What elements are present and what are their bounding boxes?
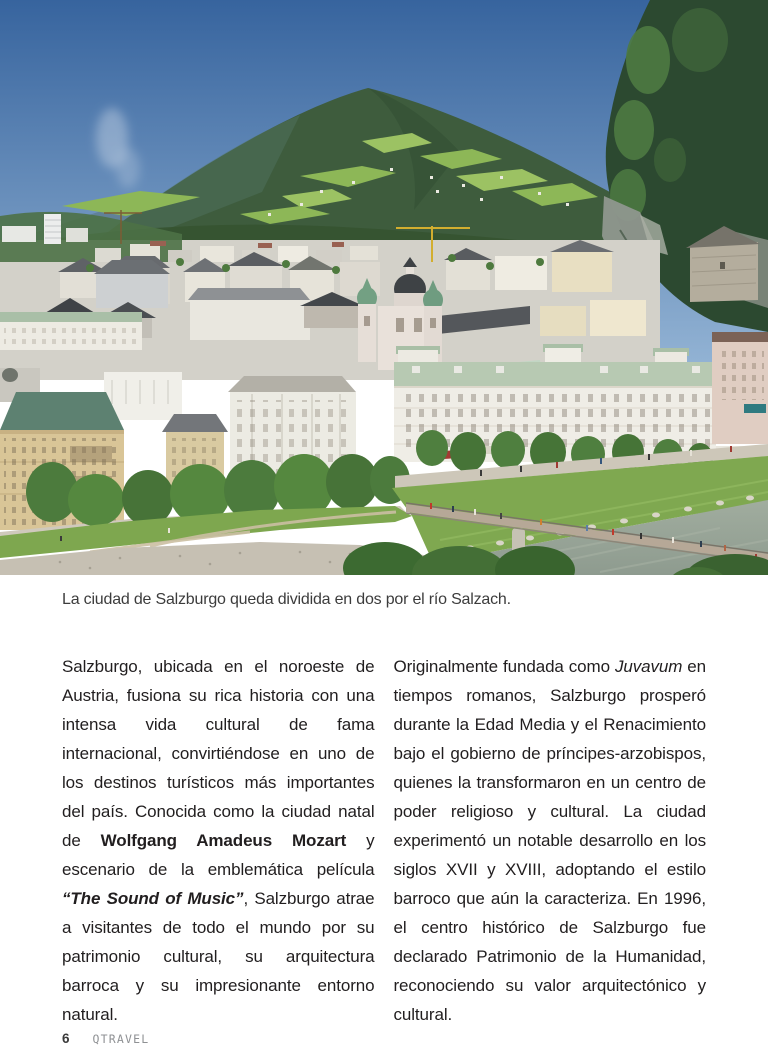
page-footer <box>62 1031 149 1046</box>
page-number: 6 <box>62 1031 70 1046</box>
article-column-right: Originalmente fundada como Juvavum en tiempos romanos, Salzburgo prosperó durante la Edad Media y el Renacimiento bajo el gobierno de príncipes-arzobispos, quienes la transformaron en un centro de poder religioso y cultural. La ciudad experimentó un notable desarrollo en los siglos XVII y XVIII, adoptando el estilo barroco que aún la caracteriza. En 1996, el centro histórico de Salzburgo fue declarado Patrimonio de la Humanidad, reconociendo su valor arquitectónico y cultural. <box>393 657 706 1024</box>
photo-caption: La ciudad de Salzburgo queda dividida en dos por el río Salzach. <box>62 591 511 608</box>
article-column-left: Salzburgo, ubicada en el noroeste de Austria, fusiona su rica historia con una intensa vida cultural de fama internacional, convirtiéndose en uno de los destinos turísticos más importantes del país. Conocida como la ciudad natal de Wolfgang Amadeus Mozart y escenario de la emblemática película “The Sound of Music”, Salzburgo atrae a visitantes de todo el mundo por su patrimonio cultural, su arquitectura barroca y su impresionante entorno natural. <box>62 657 375 1024</box>
brand-logo: QTRAVEL <box>92 1032 150 1046</box>
article-body <box>62 652 706 1029</box>
